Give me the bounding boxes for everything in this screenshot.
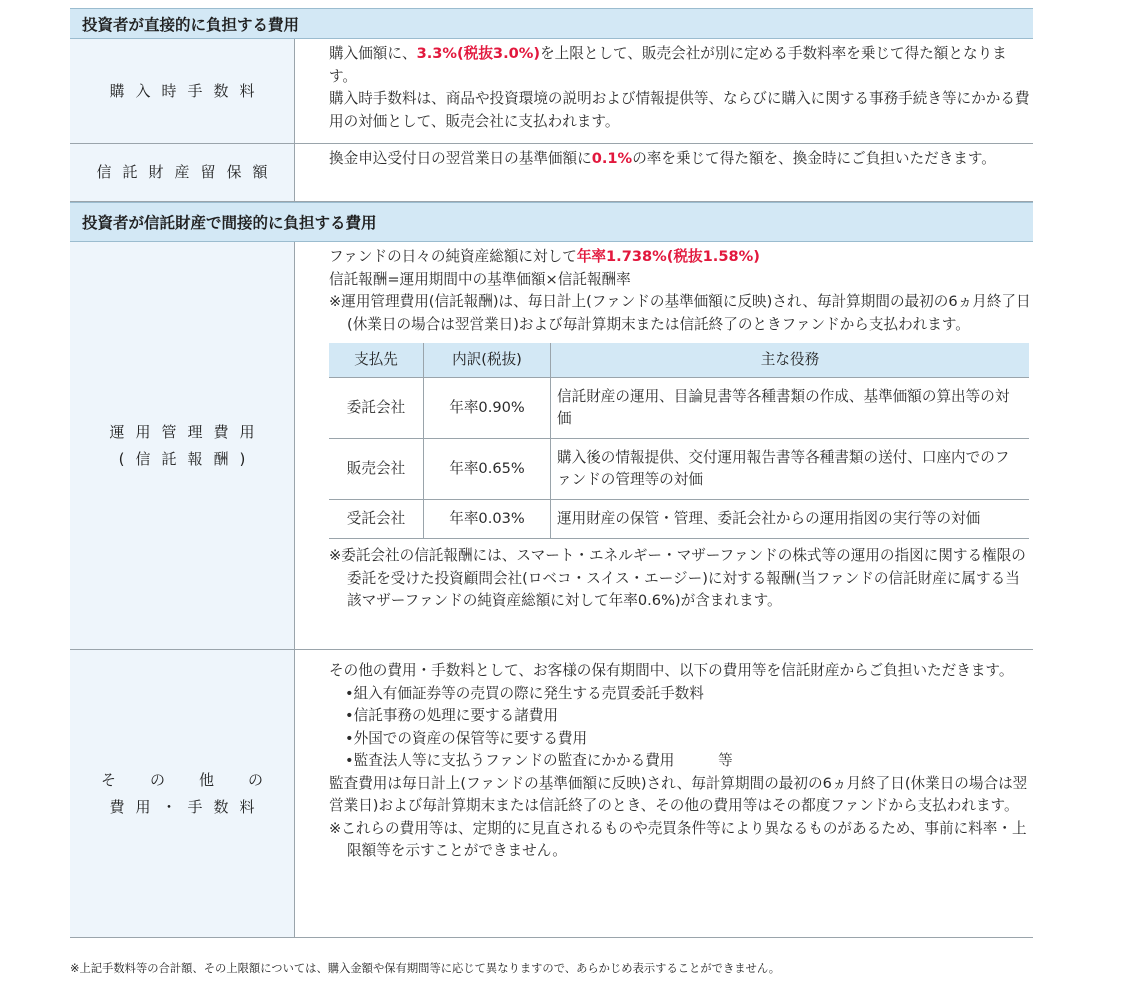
section-header-direct-costs — [70, 8, 1033, 39]
note: ※委託会社の信託報酬には、スマート・エネルギー・マザーファンドの株式等の運用の指図に関する権限の委託を受けた投資顧問会社(ロベコ・スイス・エージー)に対する報酬(当ファンドの信託財産に属する当該マザーファンドの純資産総額に対して年率0.6%)が含まれます。 — [329, 547, 1026, 609]
paragraph — [329, 43, 1033, 88]
table-row — [329, 500, 1029, 539]
label-text: 信託財産留保額 — [96, 163, 279, 181]
row-content — [295, 650, 1033, 937]
row-content — [295, 242, 1033, 649]
row-content — [295, 144, 1033, 201]
paragraph: その他の費用・手数料として、お客様の保有期間中、以下の費用等を信託財産からご負担いただきます。 — [329, 662, 1014, 679]
table-row — [329, 378, 1029, 439]
table-header-row — [329, 343, 1029, 378]
label-text: 運用管理費用 — [109, 422, 266, 441]
list-item: •信託事務の処理に要する諸費用 — [345, 707, 558, 724]
role-cell: 運用財産の保管・管理、委託会社からの運用指図の実行等の対価 — [551, 500, 1030, 539]
rate-cell: 年率0.90% — [424, 378, 551, 439]
text: ファンドの日々の純資産総額に対して — [329, 248, 577, 265]
row-purchase-fee — [70, 39, 1033, 144]
column-header: 支払先 — [329, 343, 424, 378]
table-row — [329, 439, 1029, 500]
section-title: 投資者が直接的に負担する費用 — [82, 15, 300, 34]
row-reserve — [70, 144, 1033, 202]
payee-cell: 委託会社 — [329, 378, 424, 439]
row-label — [70, 144, 295, 201]
label-text: (信託報酬) — [118, 449, 257, 468]
row-label — [70, 39, 295, 143]
highlight-rate: 年率1.738%(税抜1.58%) — [576, 248, 760, 265]
note: ※運用管理費用(信託報酬)は、毎日計上(ファンドの基準価額に反映)され、毎計算期間の最初の6ヵ月終了日(休業日の場合は翌営業日)および毎計算期末または信託終了のときファンドから支払われます。 — [329, 293, 1031, 333]
fee-table — [70, 8, 1033, 938]
paragraph: 監査費用は毎日計上(ファンドの基準価額に反映)され、毎計算期間の最初の6ヵ月終了日(休業日の場合は翌営業日)および毎計算期末または信託終了のとき、その他の費用等はその都度ファンドから支払われます。 — [329, 774, 1028, 814]
text: の率を乗じて得た額を、換金時にご負担いただきます。 — [632, 150, 996, 167]
fee-breakdown-table — [329, 343, 1029, 539]
text: 購入価額に、 — [329, 45, 417, 62]
rate-cell: 年率0.03% — [424, 500, 551, 539]
row-label — [70, 650, 298, 937]
role-cell: 購入後の情報提供、交付運用報告書等各種書類の送付、口座内でのファンドの管理等の対価 — [551, 439, 1030, 500]
row-label — [70, 242, 295, 649]
section-header-indirect-costs — [70, 202, 1033, 242]
text: 換金申込受付日の翌営業日の基準価額に — [329, 150, 592, 167]
list-item: •監査法人等に支払うファンドの監査にかかる費用 等 — [345, 752, 733, 769]
row-content — [295, 39, 1033, 143]
role-cell: 信託財産の運用、目論見書等各種書類の作成、基準価額の算出等の対価 — [551, 378, 1030, 439]
highlight-rate: 0.1% — [591, 150, 633, 167]
payee-cell: 販売会社 — [329, 439, 424, 500]
column-header: 内訳(税抜) — [424, 343, 551, 378]
label-text: 購入時手数料 — [109, 81, 266, 100]
column-header: 主な役務 — [551, 343, 1030, 378]
paragraph — [329, 148, 1033, 171]
text: を上限として、販売会社が別に定める手数料率を乗じて得た額となります。 — [329, 45, 1007, 85]
paragraph: 購入時手数料は、商品や投資環境の説明および情報提供等、ならびに購入に関する事務手続き等にかかる費用の対価として、販売会社に支払われます。 — [329, 90, 1030, 130]
section-title: 投資者が信託財産で間接的に負担する費用 — [82, 214, 377, 232]
row-management-fee — [70, 242, 1033, 650]
rate-cell: 年率0.65% — [424, 439, 551, 500]
label-text: その他の — [101, 770, 298, 789]
paragraph: 信託報酬=運用期間中の基準価額×信託報酬率 — [329, 270, 631, 288]
list-item: •組入有価証券等の売買の際に発生する売買委託手数料 — [345, 684, 704, 702]
paragraph — [329, 246, 1033, 269]
footnote: ※上記手数料等の合計額、その上限額については、購入金額や保有期間等に応じて異なりますので、あらかじめ表示することができません。 — [70, 962, 781, 975]
payee-cell: 受託会社 — [329, 500, 424, 539]
note: ※これらの費用等は、定期的に見直されるものや売買条件等により異なるものがあるため、事前に料率・上限額等を示すことができません。 — [329, 819, 1027, 859]
list-item: •外国での資産の保管等に要する費用 — [345, 729, 588, 747]
highlight-rate: 3.3%(税抜3.0%) — [416, 45, 541, 62]
row-other-fees — [70, 650, 1033, 938]
label-text: 費用・手数料 — [109, 797, 266, 816]
